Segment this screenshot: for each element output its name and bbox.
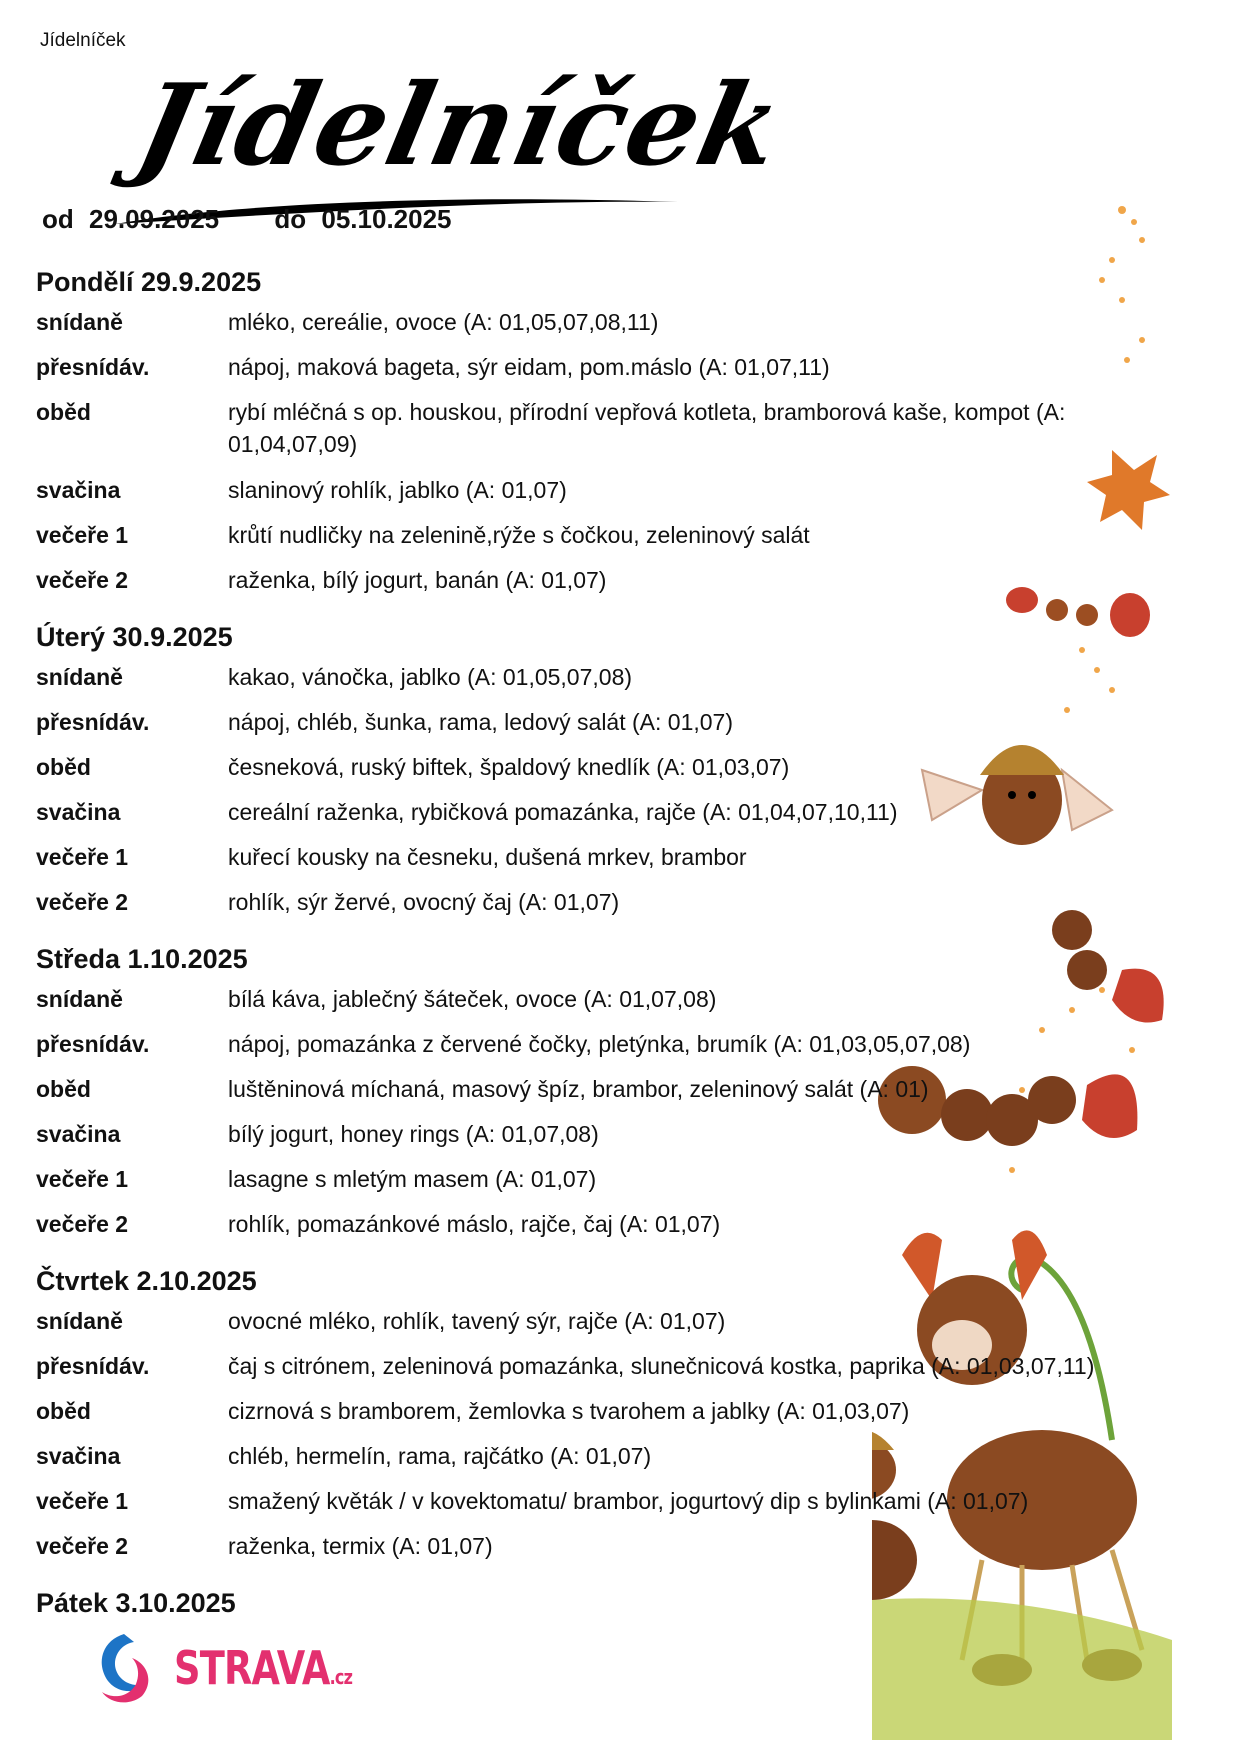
weekly-menu [36, 262, 1186, 1633]
meal-text: čaj s citrónem, zeleninová pomazánka, slunečnicová kostka, paprika (A: 01,03,07,11) [228, 1353, 1095, 1379]
from-date: 29.09.2025 [89, 204, 220, 234]
meal-label: svačina [36, 1121, 121, 1147]
meal-row [36, 1303, 1186, 1348]
meal-text: smažený květák / v kovektomatu/ brambor, jogurtový dip s bylinkami (A: 01,07) [228, 1488, 1029, 1514]
meal-label: večeře 1 [36, 1488, 129, 1514]
meal-row [36, 839, 1186, 884]
meal-text: cereální raženka, rybičková pomazánka, rajče (A: 01,04,07,10,11) [228, 799, 898, 825]
meal-text: ovocné mléko, rohlík, tavený sýr, rajče (A: 01,07) [228, 1308, 726, 1334]
meal-row [36, 1116, 1186, 1161]
meal-row [36, 562, 1186, 607]
strava-brand-text: STRAVA.cz [174, 1641, 353, 1695]
meal-text: raženka, termix (A: 01,07) [228, 1533, 493, 1559]
meal-text: nápoj, pomazánka z červené čočky, pletýnka, brumík (A: 01,03,05,07,08) [228, 1031, 971, 1057]
meal-row [36, 1071, 1186, 1116]
meal-text: raženka, bílý jogurt, banán (A: 01,07) [228, 567, 607, 593]
meal-label: oběd [36, 1398, 91, 1424]
meal-text: bílá káva, jablečný šáteček, ovoce (A: 01,07,08) [228, 986, 717, 1012]
meal-row [36, 1161, 1186, 1206]
meal-text: bílý jogurt, honey rings (A: 01,07,08) [228, 1121, 599, 1147]
meal-label: večeře 1 [36, 1166, 129, 1192]
meal-row [36, 1348, 1186, 1393]
meal-label: přesnídáv. [36, 1353, 150, 1379]
menu-script-logo: Jídelníček [126, 60, 793, 191]
meal-label: snídaně [36, 664, 123, 690]
meal-text: kakao, vánočka, jablko (A: 01,05,07,08) [228, 664, 633, 690]
meal-row [36, 349, 1186, 394]
meal-text: rybí mléčná s op. houskou, přírodní vepřová kotleta, bramborová kaše, kompot (A: 01,04,07,09) [228, 399, 1066, 457]
meal-text: rohlík, sýr žervé, ovocný čaj (A: 01,07) [228, 889, 620, 915]
meal-label: večeře 2 [36, 1211, 129, 1237]
meal-row [36, 794, 1186, 839]
day-section [36, 1583, 1186, 1623]
meal-label: večeře 2 [36, 889, 129, 915]
meal-row [36, 472, 1186, 517]
day-section [36, 617, 1186, 929]
day-section [36, 939, 1186, 1251]
meal-label: večeře 2 [36, 1533, 129, 1559]
meal-row [36, 517, 1186, 562]
strava-swirl-icon [94, 1630, 156, 1706]
date-range [42, 204, 460, 235]
day-title: Pátek 3.10.2025 [36, 1588, 236, 1618]
meal-label: svačina [36, 799, 121, 825]
meal-row [36, 1438, 1186, 1483]
meal-label: večeře 2 [36, 567, 129, 593]
meal-label: přesnídáv. [36, 1031, 150, 1057]
meal-row [36, 304, 1186, 349]
meal-text: česneková, ruský biftek, špaldový knedlík (A: 01,03,07) [228, 754, 790, 780]
meal-row [36, 1206, 1186, 1251]
meal-row [36, 884, 1186, 929]
meal-label: večeře 1 [36, 522, 129, 548]
meal-row [36, 1483, 1186, 1528]
meal-text: lasagne s mletým masem (A: 01,07) [228, 1166, 597, 1192]
to-date: 05.10.2025 [321, 204, 452, 234]
meal-text: nápoj, maková bageta, sýr eidam, pom.máslo (A: 01,07,11) [228, 354, 830, 380]
meal-text: krůtí nudličky na zelenině,rýže s čočkou, zeleninový salát [228, 522, 810, 548]
meal-row [36, 394, 1186, 472]
meal-label: snídaně [36, 986, 123, 1012]
day-title: Pondělí 29.9.2025 [36, 267, 262, 297]
day-title: Středa 1.10.2025 [36, 944, 248, 974]
meal-row [36, 1528, 1186, 1573]
meal-text: mléko, cereálie, ovoce (A: 01,05,07,08,11) [228, 309, 659, 335]
meal-row [36, 981, 1186, 1026]
day-section [36, 1261, 1186, 1573]
strava-logo[interactable] [94, 1630, 397, 1706]
meal-text: kuřecí kousky na česneku, dušená mrkev, brambor [228, 844, 747, 870]
day-title: Úterý 30.9.2025 [36, 622, 233, 652]
meal-row [36, 659, 1186, 704]
meal-row [36, 1393, 1186, 1438]
from-label: od [42, 204, 74, 234]
to-label: do [274, 204, 307, 234]
meal-label: svačina [36, 1443, 121, 1469]
meal-text: luštěninová míchaná, masový špíz, brambor, zeleninový salát (A: 01) [228, 1076, 929, 1102]
meal-text: slaninový rohlík, jablko (A: 01,07) [228, 477, 567, 503]
meal-text: nápoj, chléb, šunka, rama, ledový salát (A: 01,07) [228, 709, 734, 735]
day-section [36, 262, 1186, 607]
meal-label: oběd [36, 1076, 91, 1102]
meal-label: oběd [36, 399, 91, 425]
meal-label: oběd [36, 754, 91, 780]
meal-row [36, 704, 1186, 749]
meal-label: svačina [36, 477, 121, 503]
meal-text: cizrnová s bramborem, žemlovka s tvarohem a jablky (A: 01,03,07) [228, 1398, 910, 1424]
meal-text: chléb, hermelín, rama, rajčátko (A: 01,07) [228, 1443, 652, 1469]
meal-row [36, 1026, 1186, 1071]
day-title: Čtvrtek 2.10.2025 [36, 1266, 257, 1296]
meal-text: rohlík, pomazánkové máslo, rajče, čaj (A: 01,07) [228, 1211, 721, 1237]
meal-label: přesnídáv. [36, 709, 150, 735]
meal-label: přesnídáv. [36, 354, 150, 380]
meal-label: snídaně [36, 309, 123, 335]
meal-label: večeře 1 [36, 844, 129, 870]
document-label: Jídelníček [40, 30, 126, 51]
meal-row [36, 749, 1186, 794]
meal-label: snídaně [36, 1308, 123, 1334]
